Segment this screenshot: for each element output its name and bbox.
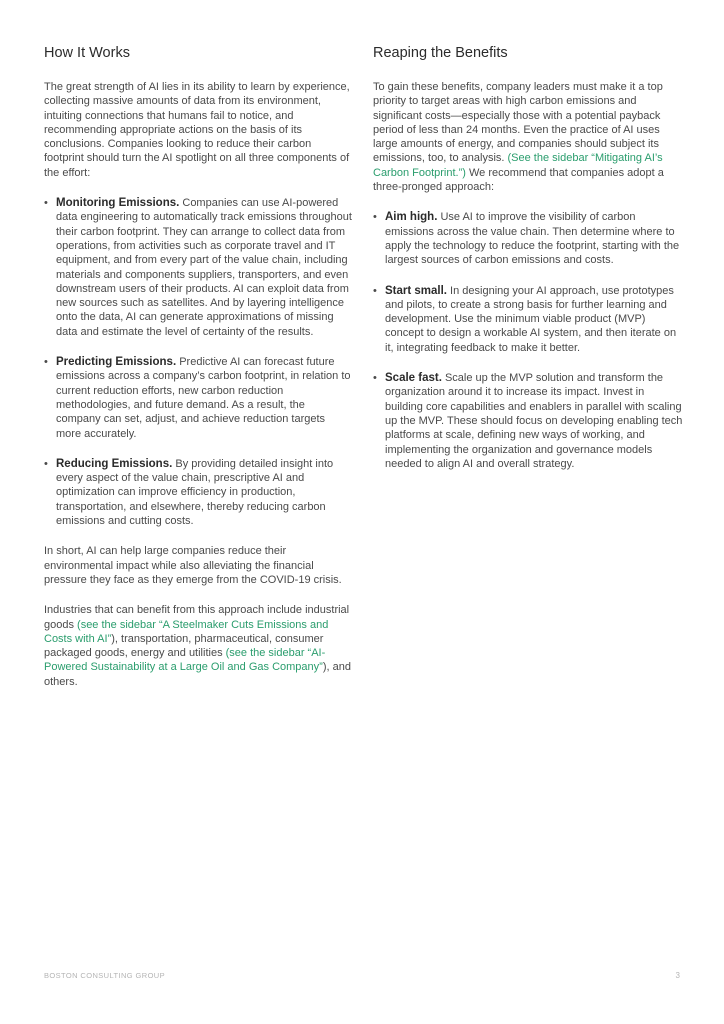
intro-text-2: We recommend that companies adopt a three-pronged approach: bbox=[373, 166, 664, 194]
industries-text-3: ), and others. bbox=[44, 661, 351, 688]
bullet-lead: Aim high. bbox=[385, 211, 438, 224]
left-column bbox=[44, 44, 352, 689]
how-it-works-intro: The great strength of AI lies in its ability to learn by experience, collecting massive amounts of data from its environment, intuiting connections that humans fail to notice, and recommending appropriate actions on the basis of its conclusions. Companies looking to reduce their carbon footprint should turn the AI spotlight on all three components of the effort: bbox=[44, 81, 350, 179]
bullet-text: Companies can use AI-powered data engineering to automatically track emissions throughout their carbon footprint. They can arrange to collect data from operations, from activities such as corporate travel and IT equipment, and from every part of the value chain, including materials and components suppliers, transporters, and even downstream users of their products. AI can exploit data from new sources such as satellites. And by layering intelligence onto the data, AI can generate approximations of missing data and estimate the level of certainty of the results. bbox=[56, 197, 352, 338]
components-list bbox=[44, 196, 352, 528]
bullet-lead: Reducing Emissions. bbox=[56, 457, 173, 470]
industries-text-2: ), transportation, pharmaceutical, consumer packaged goods, energy and utilities bbox=[44, 632, 324, 660]
bullet-text: Predictive AI can forecast future emissions across a company’s carbon footprint, in relation to current reduction efforts, new carbon reduction methodologies, and future demand. As a result, the company can set, adjust, and achieve reduction targets more accurately. bbox=[56, 356, 351, 440]
industries-paragraph bbox=[44, 603, 352, 689]
right-column bbox=[373, 44, 683, 471]
page-number: 3 bbox=[675, 971, 680, 980]
bullet-predicting bbox=[44, 355, 352, 441]
bullet-lead: Scale fast. bbox=[385, 372, 442, 385]
bullet-scale-fast bbox=[373, 371, 683, 471]
sidebar-link-oil-gas[interactable]: (see the sidebar “AI-Powered Sustainability at a Large Oil and Gas Company” bbox=[44, 647, 326, 674]
bullet-dot-icon: • bbox=[44, 457, 48, 470]
reaping-benefits-heading: Reaping the Benefits bbox=[373, 45, 508, 61]
bullet-start-small bbox=[373, 284, 683, 355]
bullet-lead: Monitoring Emissions. bbox=[56, 197, 180, 210]
bullet-reducing bbox=[44, 457, 352, 528]
bullet-lead: Start small. bbox=[385, 284, 447, 297]
bullet-dot-icon: • bbox=[373, 284, 377, 297]
bullet-dot-icon: • bbox=[44, 356, 48, 369]
bullet-text: Use AI to improve the visibility of carbon emissions across the value chain. Then determine where to apply the technology to reduce the footprint, starting with the largest sources of carbon emissions and costs. bbox=[385, 211, 680, 267]
reaping-benefits-intro bbox=[373, 80, 683, 194]
bullet-text: Scale up the MVP solution and transform the organization around it to increase its impact. Invest in building core capabilities and enablers in parallel with scaling up the MVP. These should focus on developing enabling tech platforms at scale, defining new ways of working, and implementing the organization and governance models needed to align AI and overall strategy. bbox=[385, 372, 683, 470]
bullet-text: In designing your AI approach, use prototypes and pilots, to create a strong basis for further learning and development. Use the minimum viable product (MVP) concept to design a workable AI system, and then iterate on it, integrating feedback to make it better. bbox=[385, 284, 677, 354]
bullet-monitoring bbox=[44, 196, 352, 339]
sidebar-link-steelmaker[interactable]: (see the sidebar “A Steelmaker Cuts Emissions and Costs with AI” bbox=[44, 618, 329, 645]
bullet-dot-icon: • bbox=[44, 197, 48, 210]
bullet-dot-icon: • bbox=[373, 211, 377, 224]
footer-company: BOSTON CONSULTING GROUP bbox=[44, 971, 166, 980]
industries-text-1: Industries that can benefit from this approach include industrial goods bbox=[44, 604, 350, 631]
bullet-text: By providing detailed insight into every aspect of the value chain, prescriptive AI and optimization can improve efficiency in production, transportation, and elsewhere, thereby reducing carbon emissions and cutting costs. bbox=[56, 457, 334, 528]
approach-list bbox=[373, 210, 683, 471]
bullet-dot-icon: • bbox=[373, 372, 377, 385]
how-it-works-heading: How It Works bbox=[44, 45, 130, 61]
bullet-lead: Predicting Emissions. bbox=[56, 356, 177, 369]
sidebar-link-ai-footprint[interactable]: (See the sidebar “Mitigating AI’s Carbon Footprint.”) bbox=[373, 152, 663, 179]
intro-text-1: To gain these benefits, company leaders must make it a top priority to target areas with high carbon emissions and significant costs—especially those with a potential payback period of less than 24 months. Even the practice of AI uses large amounts of energy, and companies should subject its emissions, too, to analysis. bbox=[373, 81, 663, 165]
bullet-aim-high bbox=[373, 210, 683, 267]
summary-paragraph: In short, AI can help large companies reduce their environmental impact while also alleviating the financial pressure they face as they emerge from the COVID-19 crisis. bbox=[44, 545, 342, 586]
